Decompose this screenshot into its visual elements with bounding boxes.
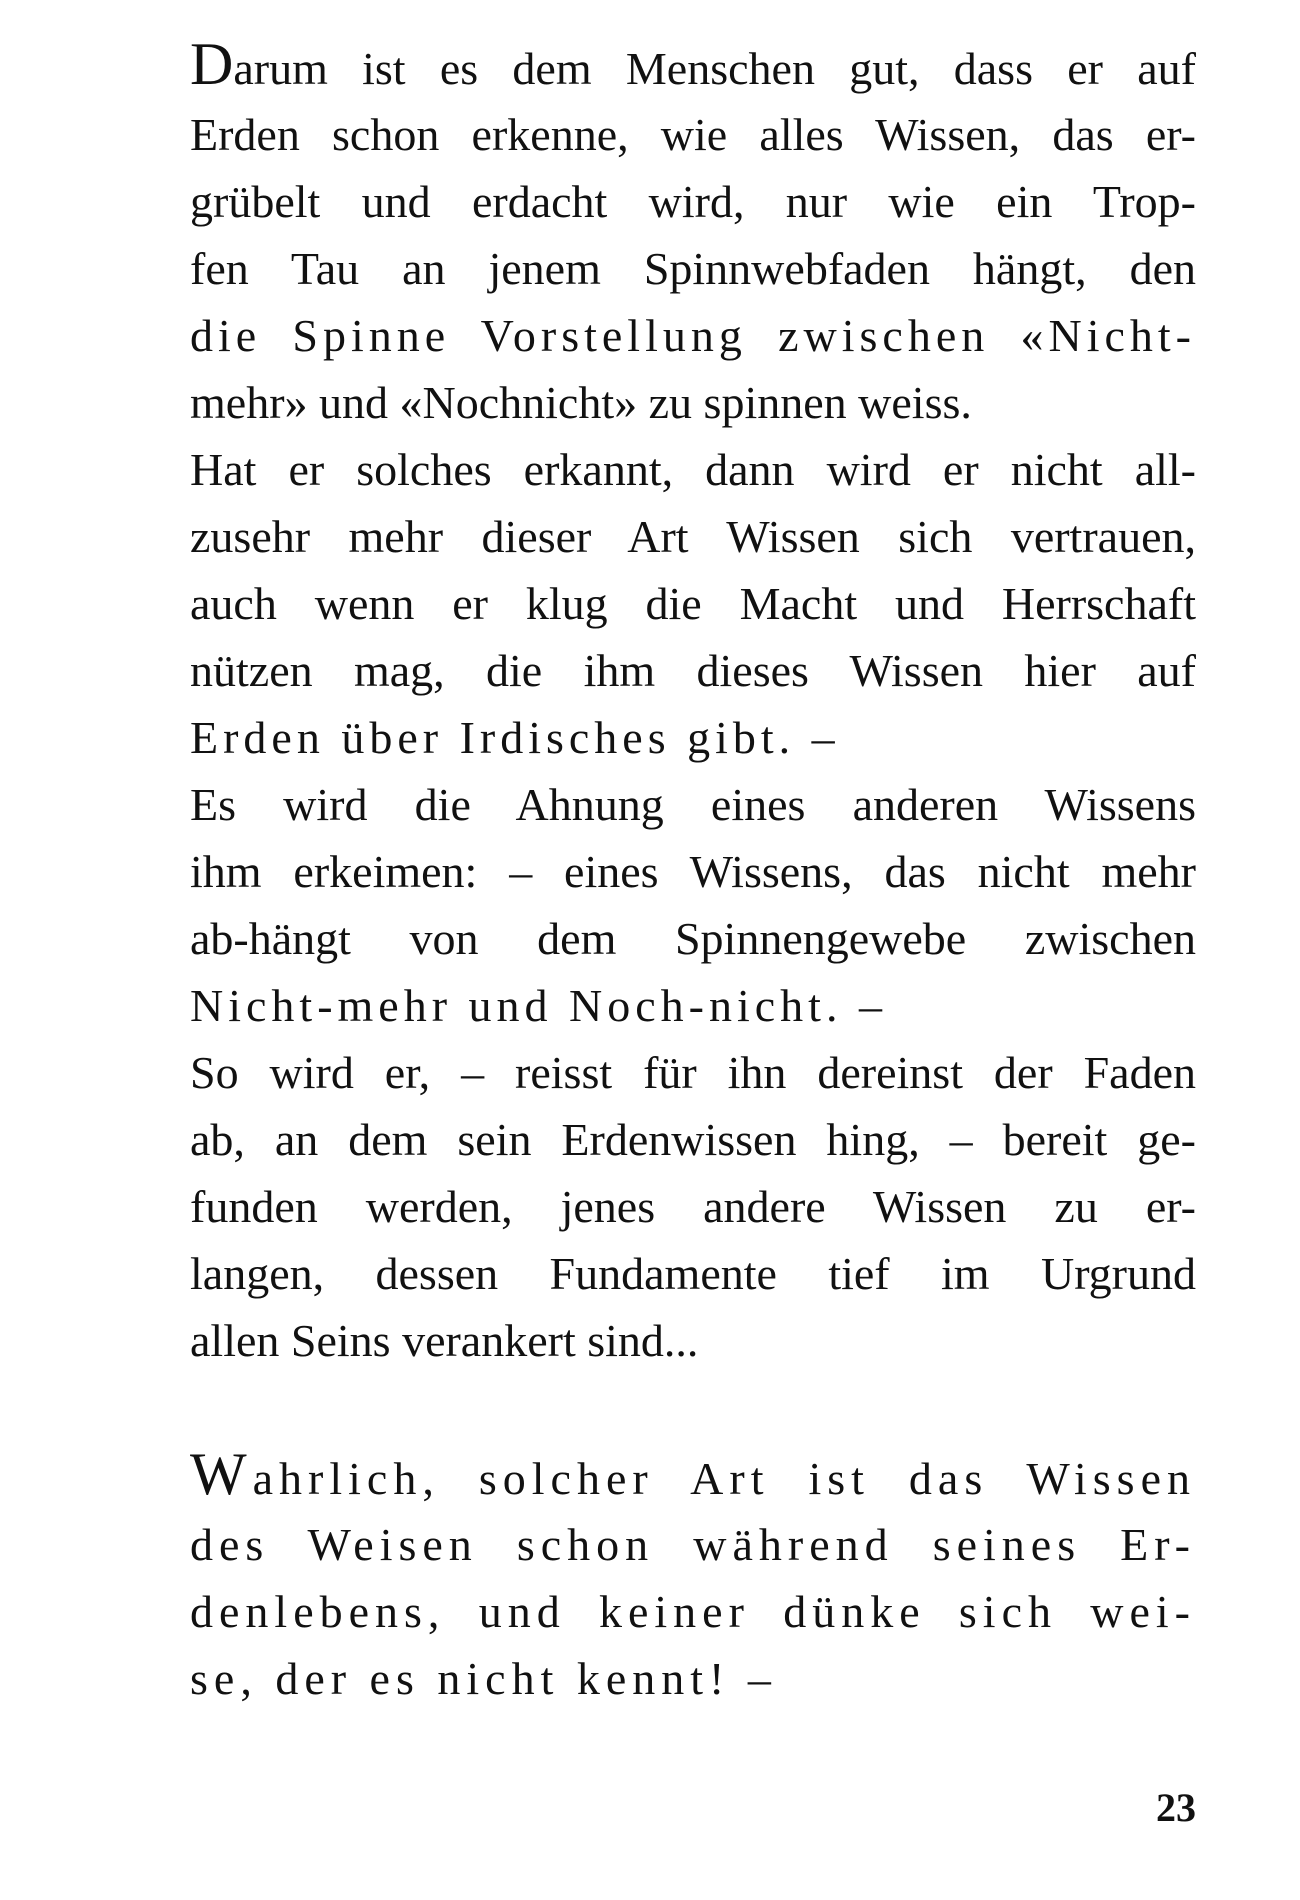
text-line: mehr» und «Nochnicht» zu spinnen weiss. [190, 377, 972, 428]
text-line: zusehr mehr dieser Art Wissen sich vertrauen, [190, 511, 1196, 562]
text-line: grübelt und erdacht wird, nur wie ein Trop- [190, 176, 1196, 227]
text-line: ab-hängt von dem Spinnengewebe zwischen [190, 913, 1196, 964]
text-line: die Spinne Vorstellung zwischen «Nicht- [190, 310, 1196, 361]
text-line: denlebens, und keiner dünke sich wei- [190, 1586, 1196, 1637]
page-number: 23 [1156, 1785, 1196, 1830]
paragraph-1 [190, 31, 1196, 1374]
text-line: Darum ist es dem Menschen gut, dass er auf [190, 31, 1196, 97]
text-line: So wird er, – reisst für ihn dereinst der Faden [190, 1047, 1196, 1098]
text-line: des Weisen schon während seines Er- [190, 1519, 1196, 1570]
drop-cap: D [190, 31, 234, 97]
text-line: se, der es nicht kennt! – [190, 1653, 777, 1704]
text-line: Erden über Irdisches gibt. – [190, 712, 840, 763]
text-line: Es wird die Ahnung eines anderen Wissens [190, 779, 1196, 830]
text-line: Nicht-mehr und Noch-nicht. – [190, 980, 887, 1031]
text-line: Wahrlich, solcher Art ist das Wissen [190, 1441, 1196, 1507]
text-line: funden werden, jenes andere Wissen zu er- [190, 1181, 1196, 1232]
text-line: nützen mag, die ihm dieses Wissen hier auf [190, 645, 1196, 696]
text-line: Erden schon erkenne, wie alles Wissen, das er- [190, 109, 1196, 160]
text-line: Hat er solches erkannt, dann wird er nicht all- [190, 444, 1196, 495]
text-line: fen Tau an jenem Spinnwebfaden hängt, den [190, 243, 1196, 294]
text-line: ab, an dem sein Erdenwissen hing, – bereit ge- [190, 1114, 1196, 1165]
text-line: auch wenn er klug die Macht und Herrschaft [190, 578, 1196, 629]
drop-cap: W [190, 1441, 253, 1507]
text-line: ihm erkeimen: – eines Wissens, das nicht mehr [190, 846, 1196, 897]
paragraph-2 [190, 1441, 1196, 1712]
text-line: langen, dessen Fundamente tief im Urgrund [190, 1248, 1196, 1299]
text-line: allen Seins verankert sind... [190, 1315, 699, 1366]
